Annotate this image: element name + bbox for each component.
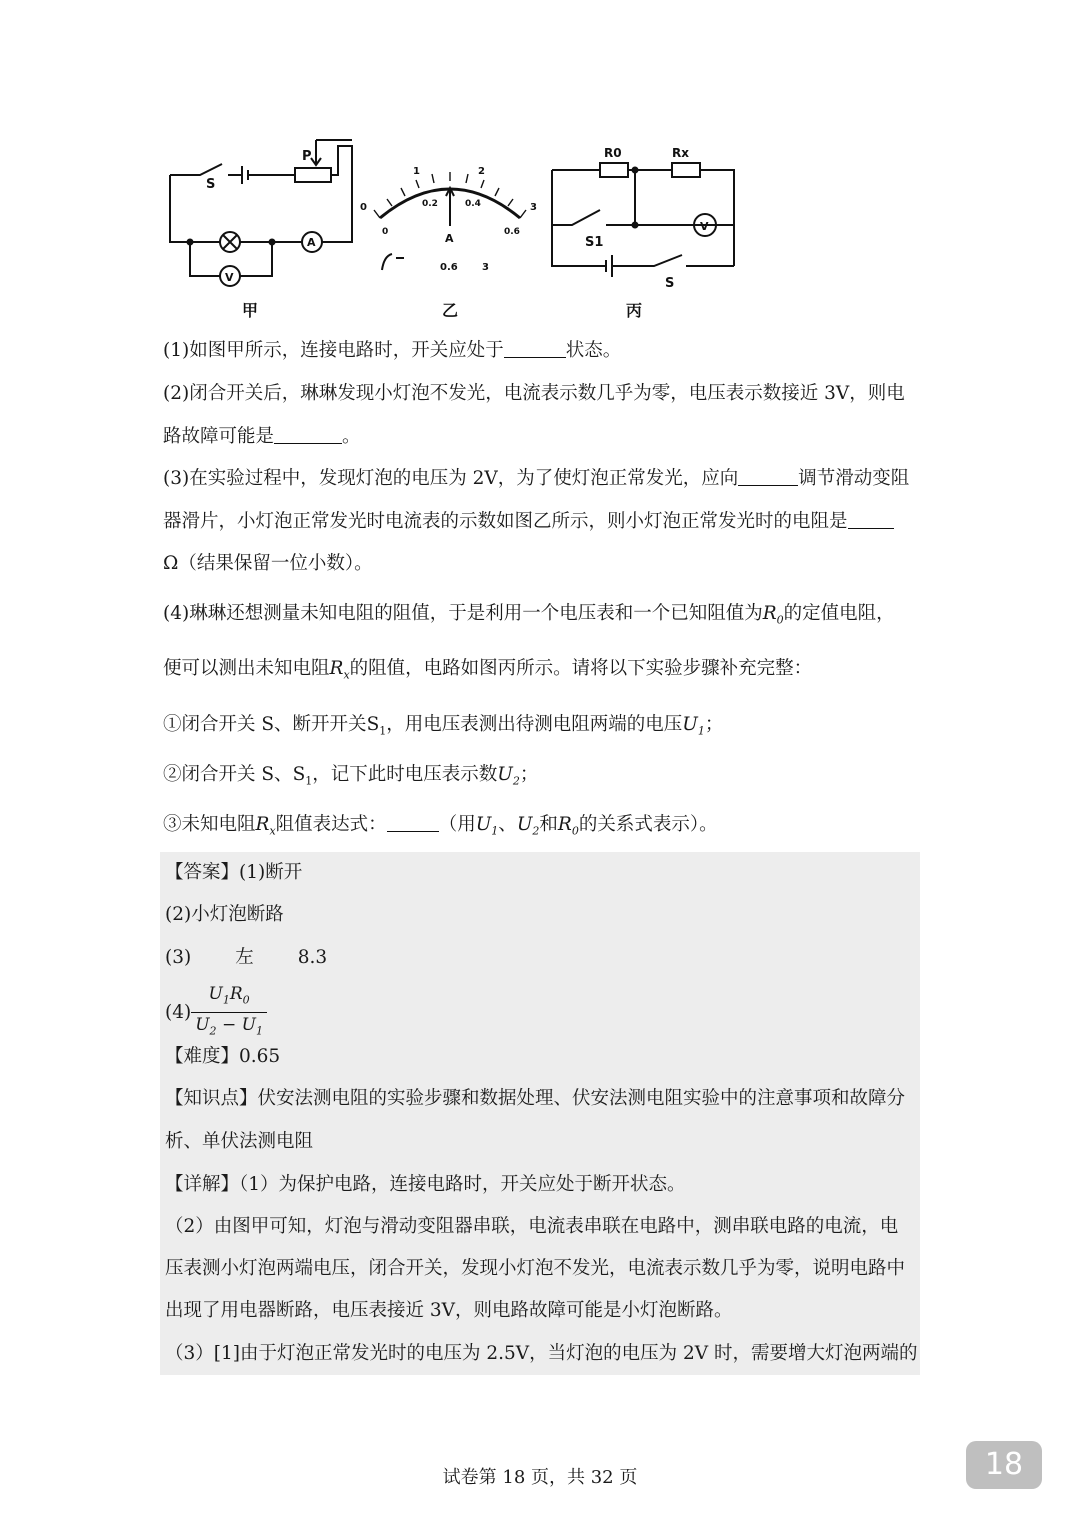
step3-text-b: 阻值表达式： <box>275 814 387 835</box>
difficulty <box>165 1036 280 1078</box>
s1-symbol: $S_1$ <box>292 764 313 788</box>
step3-text: ③未知电阻 <box>163 814 256 835</box>
detail-text-1: （1）为保护电路，连接电路时，开关应处于断开状态。 <box>239 1174 686 1195</box>
difficulty-label: 【难度】 <box>165 1046 240 1067</box>
question-3-line1 <box>163 457 923 501</box>
q4-text: (4)琳琳还想测量未知电阻的阻值，于是利用一个电压表和一个已知阻值为 <box>163 603 763 624</box>
question-4-line2 <box>163 647 923 698</box>
knowledge-text-1: 伏安法测电阻的实验步骤和数据处理、伏安法测电阻实验中的注意事项和故障分 <box>257 1088 906 1109</box>
yi-terminal-3: 3 <box>482 262 489 273</box>
step3-blank <box>387 811 439 832</box>
q3-text: (3)在实验过程中，发现灯泡的电压为 2V，为了使灯泡正常发光，应向 <box>163 468 739 489</box>
q1-text: (1)如图甲所示，连接电路时，开关应处于 <box>163 340 504 361</box>
r0-symbol: $R_0$ <box>762 603 784 627</box>
jia-caption: 甲 <box>242 301 259 320</box>
question-1 <box>163 329 923 373</box>
yi-tick-0: 0 <box>360 202 367 213</box>
answer-line-1 <box>165 852 302 894</box>
page-number-badge: 18 <box>966 1441 1042 1489</box>
u2-symbol: $U_2$ <box>497 764 520 788</box>
answer-4-num: (4) <box>165 1001 192 1023</box>
knowledge-label: 【知识点】 <box>165 1088 258 1109</box>
jia-slider-label: P <box>302 149 312 164</box>
answer-label: 【答案】 <box>165 862 240 883</box>
q4-line2-text: 便可以测出未知电阻 <box>163 658 330 679</box>
yi-tick-1: 1 <box>413 166 420 177</box>
q4-line2-end: 的阻值，电路如图丙所示。请将以下实验步骤补充完整： <box>349 658 813 679</box>
s1-symbol: $S_1$ <box>366 714 387 738</box>
step-3 <box>163 803 923 854</box>
step3-text-c: （用 <box>438 814 476 835</box>
figure-jia <box>170 140 352 286</box>
answer-2: (2)小灯泡断路 <box>165 904 284 925</box>
r0-symbol: $R_0$ <box>557 814 579 838</box>
answer-3-value: 8.3 <box>297 947 328 968</box>
q1-text-end: 状态。 <box>565 340 622 361</box>
yi-meter-symbol: A <box>445 232 454 245</box>
yi-caption: 乙 <box>442 301 459 320</box>
q2-text-end: 。 <box>342 426 361 447</box>
q2-blank <box>274 423 342 444</box>
detail-line-2c: 出现了用电器断路，电压表接近 3V，则电路故障可能是小灯泡断路。 <box>165 1300 733 1321</box>
figure-yi-ammeter-dial <box>374 172 526 270</box>
circuit-figures <box>160 130 760 330</box>
rx-symbol: $R_x$ <box>255 814 276 838</box>
rx-symbol: $R_x$ <box>329 658 350 682</box>
yi-tick-2: 2 <box>478 166 485 177</box>
step3-text-d: 、 <box>498 814 517 835</box>
page-footer: 试卷第 18 页，共 32 页 <box>442 1467 638 1488</box>
q2-text: 路故障可能是 <box>163 426 275 447</box>
detail-line-1 <box>165 1164 686 1206</box>
bing-s-label: S <box>665 276 675 291</box>
difficulty-value: 0.65 <box>239 1046 281 1067</box>
q3-blank-direction <box>738 465 798 486</box>
yi-tick-02: 0.2 <box>422 199 438 209</box>
answer-3 <box>165 937 327 979</box>
yi-tick-3: 3 <box>530 202 537 213</box>
jia-switch-label: S <box>206 177 216 192</box>
q3-blank-resistance <box>848 508 894 529</box>
answer-1: (1)断开 <box>239 862 303 883</box>
bing-voltmeter-symbol: V <box>700 220 709 233</box>
circuit-figures-svg <box>160 130 760 330</box>
detail-line-2a: （2）由图甲可知，灯泡与滑动变阻器串联，电流表串联在电路中，测串联电路的电流，电 <box>165 1216 899 1237</box>
yi-tick-04: 0.4 <box>465 199 481 209</box>
q4-text-end: 的定值电阻， <box>783 603 895 624</box>
question-3-line3: Ω（结果保留一位小数）。 <box>163 553 373 574</box>
step1-text-mid: ，用电压表测出待测电阻两端的电压 <box>386 714 683 735</box>
question-4-line1 <box>163 592 923 643</box>
step-1: ①闭合开关 S、断开开关$S_1$，用电压表测出待测电阻两端的电压$U_1$； <box>163 714 724 738</box>
knowledge-line-2: 析、单伏法测电阻 <box>165 1131 314 1152</box>
jia-ammeter-symbol: A <box>307 236 316 249</box>
question-2-line2 <box>163 415 923 459</box>
jia-voltmeter-symbol: V <box>225 271 234 284</box>
question-3-line2 <box>163 500 923 544</box>
yi-tick-06: 0.6 <box>504 227 520 237</box>
step2-text-mid: ，记下此时电压表示数 <box>312 764 498 785</box>
u2-symbol: $U_2$ <box>516 814 540 838</box>
step2-text: ②闭合开关 S、 <box>163 764 293 785</box>
u1-symbol: $U_1$ <box>475 814 499 838</box>
bing-caption: 丙 <box>626 301 643 320</box>
yi-tick-0b: 0 <box>382 227 389 237</box>
bing-r0-label: R0 <box>604 146 622 160</box>
answer-4 <box>165 982 267 1044</box>
q3-line2-text: 器滑片，小灯泡正常发光时电流表的示数如图乙所示，则小灯泡正常发光时的电阻是 <box>163 511 848 532</box>
knowledge-line-1 <box>165 1078 905 1120</box>
answer-3-num: (3) <box>165 947 192 968</box>
step1-text: ①闭合开关 S、断开开关 <box>163 714 367 735</box>
detail-label: 【详解】 <box>165 1174 240 1195</box>
step3-text-f: 的关系式表示）。 <box>578 814 718 835</box>
bing-rx-label: Rx <box>672 146 689 160</box>
answer-3-direction: 左 <box>235 947 254 968</box>
yi-terminal-06: 0.6 <box>440 262 458 273</box>
detail-line-2b: 压表测小灯泡两端电压，闭合开关，发现小灯泡不发光，电流表示数几乎为零，说明电路中 <box>165 1258 906 1279</box>
detail-line-3a: （3）[1]由于灯泡正常发光时的电压为 2.5V，当灯泡的电压为 2V 时，需要增大灯泡两端的 <box>165 1343 918 1364</box>
q3-text-end: 调节滑动变阻 <box>798 468 910 489</box>
bing-s1-label: S1 <box>585 235 604 250</box>
question-2-line1: (2)闭合开关后，琳琳发现小灯泡不发光，电流表示数几乎为零，电压表示数接近 3V，则电 <box>163 383 905 404</box>
u1-symbol: $U_1$ <box>682 714 705 738</box>
answer-4-formula: $\frac{U_1R_0}{U_2 - U_1}$ <box>191 982 267 1044</box>
q1-blank <box>504 337 566 358</box>
step3-text-e: 和 <box>539 814 558 835</box>
step-2: ②闭合开关 S、$S_1$，记下此时电压表示数$U_2$； <box>163 764 539 788</box>
